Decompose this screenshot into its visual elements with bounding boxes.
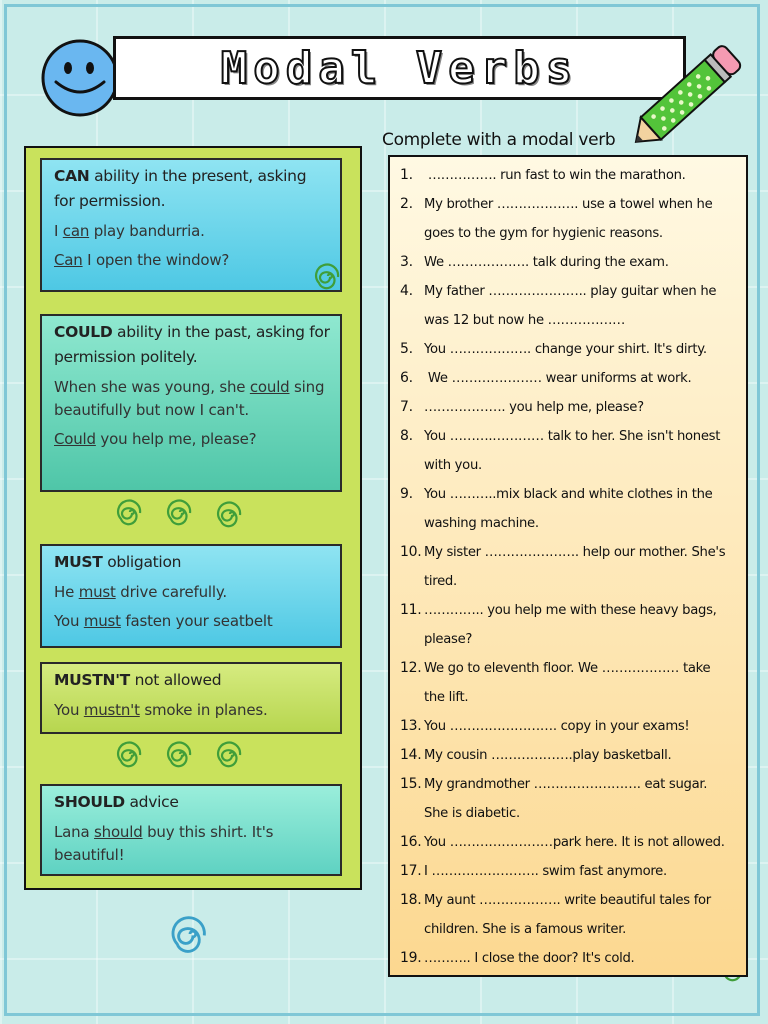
question-text: You ……………………. copy in your exams! [424,719,690,734]
card-heading: COULD ability in the past, asking for permission politely. [54,323,330,366]
question-item [400,190,736,248]
question-number: 13. [400,718,422,734]
question-item [400,741,736,770]
example-sentence: You must fasten your seatbelt [54,612,273,630]
question-item [400,770,736,828]
question-number: 4. [400,283,413,299]
question-item [400,248,736,277]
example-sentence: When she was young, she could sing beautifully but now I can't. [54,378,325,419]
question-continuation: with you. [424,458,482,473]
swirl-icon [166,498,194,526]
question-continuation: goes to the gym for hygienic reasons. [424,226,663,241]
exercise-panel [388,155,748,977]
question-number: 1. [400,167,413,183]
pencil-icon [618,30,758,160]
question-text: I ……………………. swim fast anymore. [424,864,667,879]
question-continuation: children. She is a famous writer. [424,922,627,937]
question-number: 18. [400,892,422,908]
question-continuation: washing machine. [424,516,539,531]
question-number: 12. [400,660,422,676]
question-text: My father ………………….. play guitar when he [424,284,717,299]
question-text: ……………. run fast to win the marathon. [424,168,686,183]
question-item [400,596,736,654]
question-item [400,654,736,712]
question-continuation: tired. [424,574,457,589]
question-text: My aunt ………………. write beautiful tales for [424,893,711,908]
swirl-icon [216,500,244,528]
question-text: My cousin ……………….play basketball. [424,748,672,763]
exercise-instruction: Complete with a modal verb [382,130,616,150]
question-number: 6. [400,370,413,386]
card-can [40,158,342,292]
question-item [400,712,736,741]
question-item [400,828,736,857]
question-item [400,857,736,886]
question-text: ……….. I close the door? It's cold. [424,951,635,966]
card-could [40,314,342,492]
question-text: You ……………………park here. It is not allowed. [424,835,725,850]
question-item [400,335,736,364]
question-text: We ………………… wear uniforms at work. [424,371,692,386]
question-item [400,161,736,190]
page-title: Modal Verbs [220,42,579,94]
question-text: We go to eleventh floor. We ……………… take [424,661,711,676]
swirl-icon [116,740,144,768]
question-number: 15. [400,776,422,792]
example-sentence: Lana should buy this shirt. It's beautiful! [54,823,274,864]
question-number: 10. [400,544,422,560]
card-should [40,784,342,876]
card-heading: CAN ability in the present, asking for permission. [54,167,307,210]
card-must [40,544,342,648]
question-item [400,538,736,596]
example-sentence: Could you help me, please? [54,430,257,448]
question-number: 2. [400,196,413,212]
question-text: You ………………. change your shirt. It's dirty. [424,342,707,357]
question-item [400,422,736,480]
card-heading: MUSTN'T not allowed [54,671,222,689]
question-item [400,944,736,973]
question-item [400,277,736,335]
question-number: 3. [400,254,413,270]
title-banner [113,36,686,100]
question-continuation: was 12 but now he ……………… [424,313,625,328]
card-mustnt [40,662,342,734]
question-number: 8. [400,428,413,444]
question-continuation: please? [424,632,473,647]
question-number: 7. [400,399,413,415]
question-item [400,886,736,944]
question-item [400,364,736,393]
question-number: 9. [400,486,413,502]
example-sentence: I can play bandurria. [54,222,205,240]
question-continuation: the lift. [424,690,469,705]
smiley-icon [38,38,122,118]
question-number: 11. [400,602,422,618]
card-heading: MUST obligation [54,553,182,571]
question-text: You ………..mix black and white clothes in the [424,487,713,502]
example-sentence: You mustn't smoke in planes. [54,701,268,719]
question-number: 5. [400,341,413,357]
question-text: You ……….………… talk to her. She isn't honest [424,429,721,444]
question-item [400,393,736,422]
question-text: My grandmother ……………………. eat sugar. [424,777,708,792]
question-continuation: She is diabetic. [424,806,520,821]
swirl-icon [314,262,342,290]
question-text: My brother ………………. use a towel when he [424,197,713,212]
example-sentence: He must drive carefully. [54,583,227,601]
question-number: 16. [400,834,422,850]
question-item [400,480,736,538]
swirl-icon [116,498,144,526]
question-number: 19. [400,950,422,966]
question-number: 14. [400,747,422,763]
example-sentence: Can I open the window? [54,251,230,269]
question-number: 17. [400,863,422,879]
question-text: ………………. you help me, please? [424,400,644,415]
swirl-icon [170,914,210,954]
swirl-icon [216,740,244,768]
question-text: ………….. you help me with these heavy bags, [424,603,717,618]
question-text: My sister …………………. help our mother. She's [424,545,726,560]
card-heading: SHOULD advice [54,793,179,811]
swirl-icon [166,740,194,768]
question-text: We ………………. talk during the exam. [424,255,669,270]
